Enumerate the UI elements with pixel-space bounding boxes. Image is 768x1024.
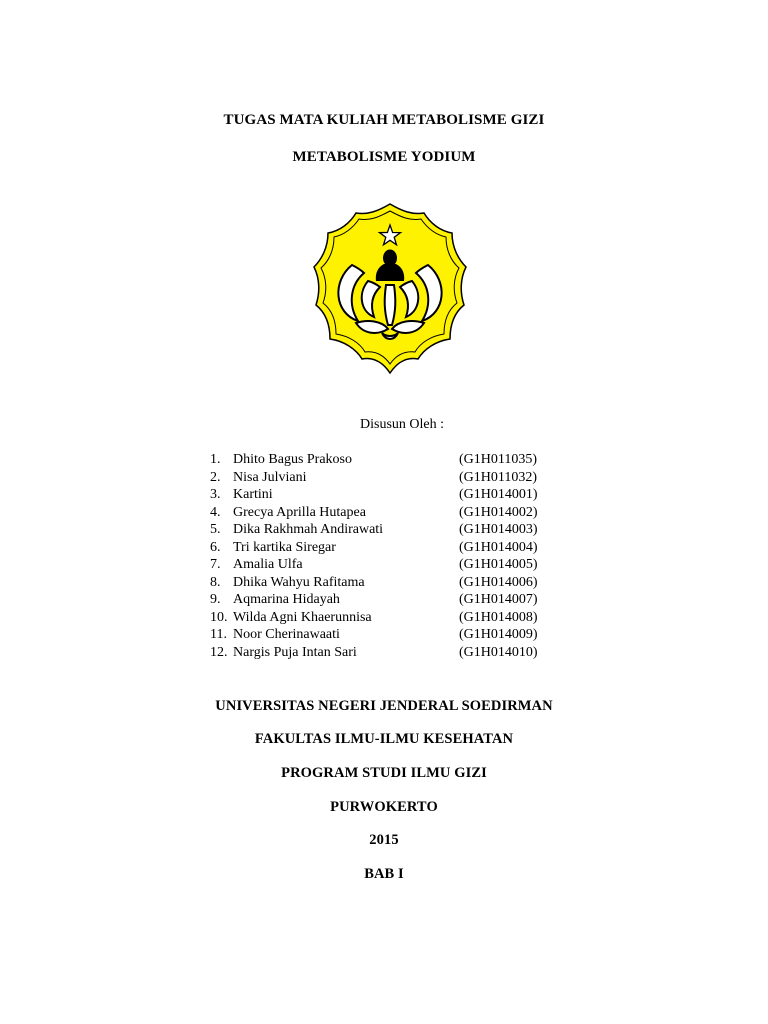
- member-row: [210, 486, 570, 504]
- compiled-by-label: Disusun Oleh :: [360, 417, 444, 432]
- member-student-id: (G1H011035): [459, 452, 538, 467]
- topic-title: METABOLISME YODIUM: [292, 149, 476, 165]
- chapter-heading: BAB I: [364, 866, 404, 882]
- member-student-id: (G1H014003): [459, 522, 538, 537]
- member-name: Noor Cherinawaati: [233, 627, 340, 642]
- member-name: Nisa Julviani: [233, 469, 307, 485]
- member-number: 4.: [210, 504, 221, 520]
- member-row: [210, 469, 570, 487]
- member-number: 3.: [210, 487, 221, 502]
- member-name: Tri kartika Siregar: [233, 539, 336, 555]
- faculty-name: FAKULTAS ILMU-ILMU KESEHATAN: [254, 731, 514, 747]
- member-student-id: (G1H014001): [459, 487, 538, 502]
- member-row: [210, 644, 570, 662]
- unsoed-university-emblem: [312, 201, 468, 377]
- member-number: 11.: [210, 627, 227, 642]
- member-student-id: (G1H014007): [459, 592, 538, 607]
- member-row: [210, 504, 570, 522]
- member-number: 6.: [210, 539, 221, 555]
- member-name: Aqmarina Hidayah: [233, 592, 340, 607]
- member-number: 2.: [210, 469, 221, 485]
- member-number: 8.: [210, 574, 221, 590]
- member-student-id: (G1H011032): [459, 469, 538, 485]
- member-number: 5.: [210, 522, 221, 537]
- member-name: Dika Rakhmah Andirawati: [233, 522, 384, 537]
- member-name: Kartini: [233, 487, 273, 502]
- member-name: Grecya Aprilla Hutapea: [233, 504, 366, 520]
- member-row: [210, 591, 570, 609]
- member-student-id: (G1H014002): [459, 504, 538, 520]
- member-row: [210, 574, 570, 592]
- member-name: Dhito Bagus Prakoso: [233, 452, 352, 467]
- member-student-id: (G1H014004): [459, 539, 538, 555]
- member-name: Dhika Wahyu Rafitama: [233, 574, 365, 590]
- member-list: [210, 451, 570, 661]
- member-row: [210, 609, 570, 627]
- member-name: Amalia Ulfa: [233, 557, 303, 572]
- study-program: PROGRAM STUDI ILMU GIZI: [281, 765, 487, 781]
- member-number: 12.: [210, 644, 228, 660]
- member-row: [210, 556, 570, 574]
- member-row: [210, 451, 570, 469]
- member-student-id: (G1H014009): [459, 627, 538, 642]
- member-number: 7.: [210, 557, 221, 572]
- year: 2015: [369, 832, 399, 848]
- member-name: Nargis Puja Intan Sari: [233, 644, 357, 660]
- member-number: 9.: [210, 592, 221, 607]
- member-row: [210, 521, 570, 539]
- member-row: [210, 626, 570, 644]
- member-number: 10.: [210, 609, 228, 625]
- member-student-id: (G1H014006): [459, 574, 538, 590]
- member-row: [210, 539, 570, 557]
- assignment-title: TUGAS MATA KULIAH METABOLISME GIZI: [223, 112, 545, 128]
- city-name: PURWOKERTO: [330, 799, 438, 815]
- member-number: 1.: [210, 452, 221, 467]
- member-student-id: (G1H014010): [459, 644, 538, 660]
- member-name: Wilda Agni Khaerunnisa: [233, 609, 372, 625]
- member-student-id: (G1H014008): [459, 609, 538, 625]
- member-student-id: (G1H014005): [459, 557, 538, 572]
- university-name: UNIVERSITAS NEGERI JENDERAL SOEDIRMAN: [215, 698, 553, 714]
